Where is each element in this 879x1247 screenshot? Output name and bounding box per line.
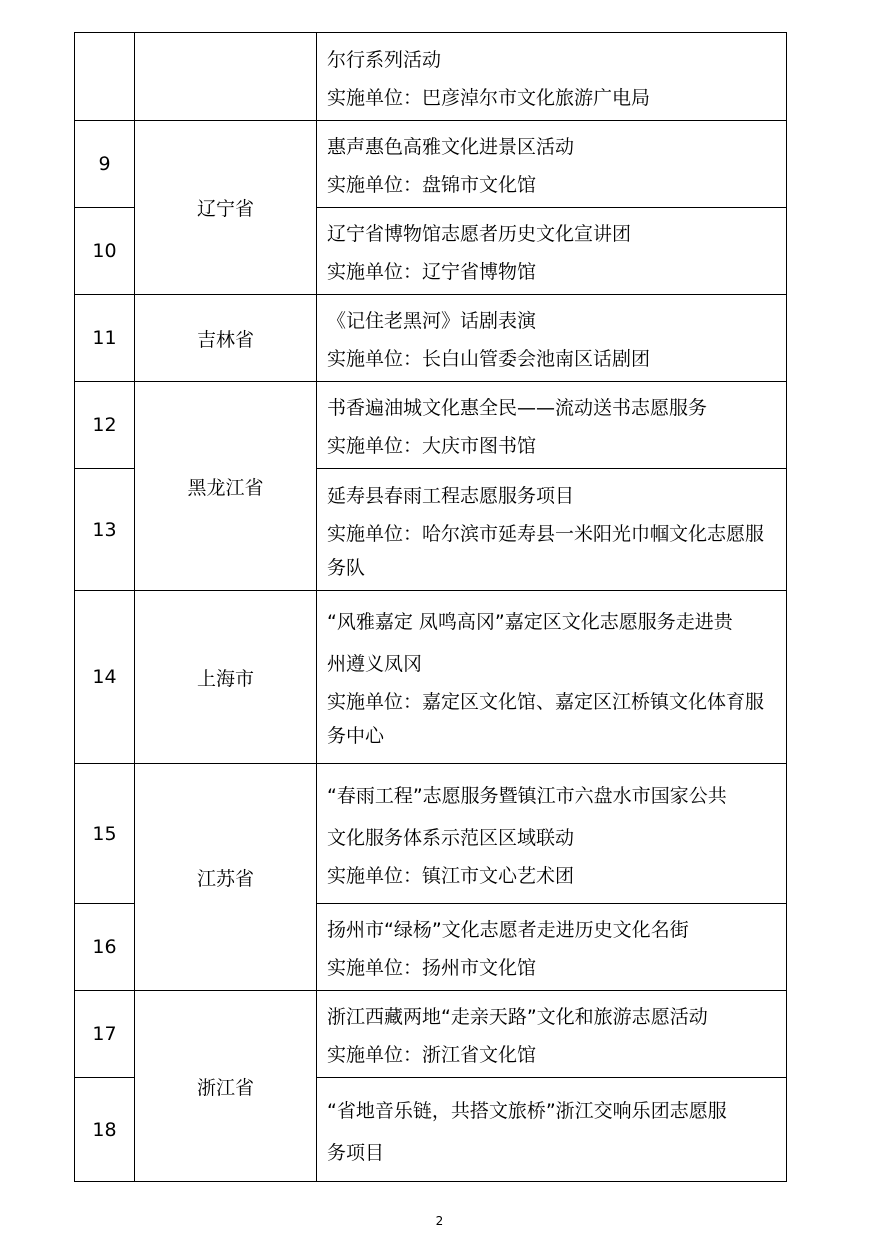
province-cell: 浙江省 (135, 991, 317, 1182)
activity-cell (317, 764, 787, 904)
implementing-unit: 实施单位：辽宁省博物馆 (327, 261, 537, 283)
activity-cell (317, 33, 787, 121)
activity-cell (317, 591, 787, 764)
implementing-unit: 实施单位：哈尔滨市延寿县一米阳光巾帼文化志愿服务队 (327, 522, 765, 579)
implementing-unit: 实施单位：巴彦淖尔市文化旅游广电局 (327, 86, 651, 109)
implementing-unit: 实施单位：长白山管委会池南区话剧团 (327, 348, 651, 370)
table-row (75, 991, 787, 1078)
activity-title: 浙江西藏两地“走亲天路”文化和旅游志愿活动 (327, 1006, 708, 1028)
activity-title-line-1: “省地音乐链，共搭文旅桥”浙江交响乐团志愿服 (327, 1099, 727, 1122)
activity-table (74, 32, 787, 1182)
activity-title-line-2: 州遵义凤冈 (327, 653, 423, 675)
activity-title-line-2: 务项目 (327, 1141, 385, 1164)
implementing-unit: 实施单位：镇江市文心艺术团 (327, 864, 575, 887)
row-number: 9 (75, 121, 135, 208)
province-cell (135, 33, 317, 121)
activity-title-line-2: 文化服务体系示范区区域联动 (327, 826, 575, 849)
table-row (75, 121, 787, 208)
row-number: 11 (75, 295, 135, 382)
row-number: 15 (75, 764, 135, 904)
row-number: 12 (75, 382, 135, 469)
activity-title: 扬州市“绿杨”文化志愿者走进历史文化名街 (327, 919, 689, 941)
row-number: 13 (75, 469, 135, 591)
activity-cell (317, 1078, 787, 1182)
activity-cell (317, 208, 787, 295)
activity-title-line-1: “春雨工程”志愿服务暨镇江市六盘水市国家公共 (327, 784, 727, 807)
implementing-unit: 实施单位：大庆市图书馆 (327, 435, 537, 457)
activity-cell (317, 121, 787, 208)
activity-title: 延寿县春雨工程志愿服务项目 (327, 484, 575, 507)
activity-cell (317, 904, 787, 991)
activity-title: 惠声惠色高雅文化进景区活动 (327, 136, 575, 158)
activity-title: 辽宁省博物馆志愿者历史文化宣讲团 (327, 223, 632, 245)
table-row (75, 382, 787, 469)
activity-cell (317, 295, 787, 382)
province-cell: 吉林省 (135, 295, 317, 382)
activity-cell (317, 991, 787, 1078)
table-row (75, 764, 787, 904)
activity-title: 《记住老黑河》话剧表演 (327, 310, 537, 332)
implementing-unit: 实施单位：扬州市文化馆 (327, 957, 537, 979)
activity-cell (317, 469, 787, 591)
row-number: 18 (75, 1078, 135, 1182)
table-row (75, 295, 787, 382)
row-number: 17 (75, 991, 135, 1078)
activity-cell (317, 382, 787, 469)
page-number: 2 (435, 1214, 444, 1228)
row-number: 16 (75, 904, 135, 991)
implementing-unit: 实施单位：嘉定区文化馆、嘉定区江桥镇文化体育服务中心 (327, 691, 765, 747)
activity-title-line-1: “风雅嘉定 凤鸣高冈”嘉定区文化志愿服务走进贵 (327, 611, 733, 633)
province-cell: 黑龙江省 (135, 382, 317, 591)
row-number: 14 (75, 591, 135, 764)
table-row (75, 591, 787, 764)
implementing-unit: 实施单位：浙江省文化馆 (327, 1044, 537, 1066)
province-cell: 江苏省 (135, 764, 317, 991)
table-row (75, 33, 787, 121)
activity-title: 尔行系列活动 (327, 48, 442, 71)
row-number (75, 33, 135, 121)
province-cell: 上海市 (135, 591, 317, 764)
province-cell: 辽宁省 (135, 121, 317, 295)
implementing-unit: 实施单位：盘锦市文化馆 (327, 174, 537, 196)
activity-title: 书香遍油城文化惠全民——流动送书志愿服务 (327, 397, 708, 419)
row-number: 10 (75, 208, 135, 295)
